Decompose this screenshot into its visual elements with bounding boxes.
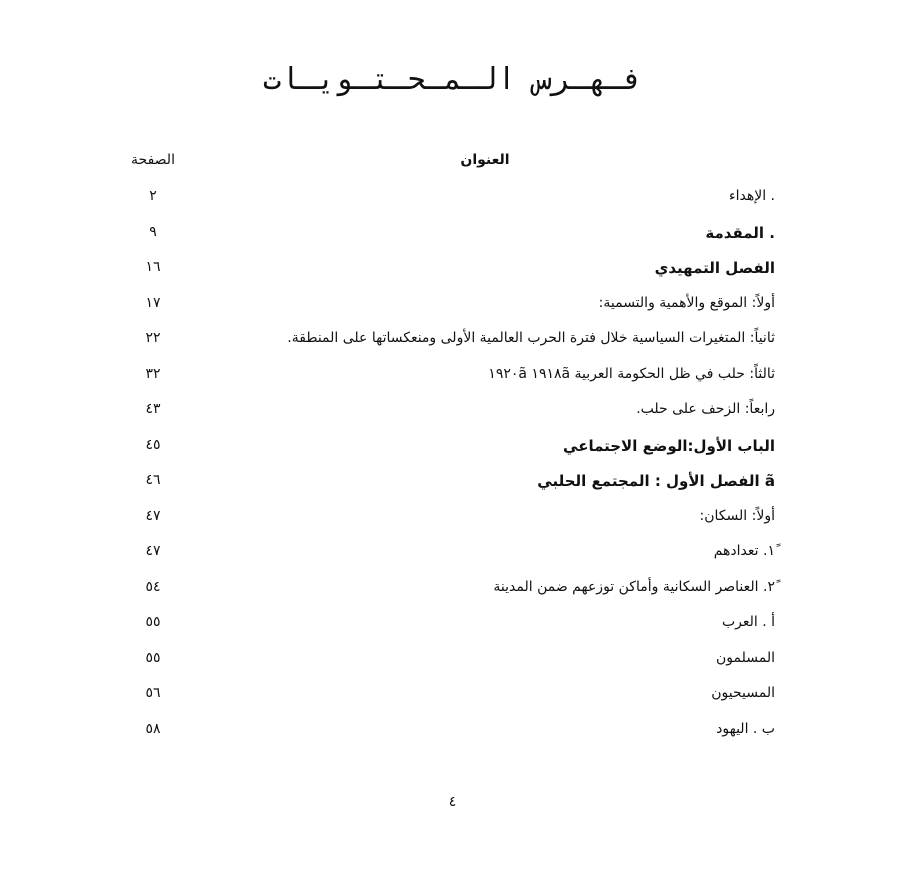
toc-entry — [0, 218, 905, 254]
toc-entry — [0, 324, 905, 360]
toc-entry — [0, 466, 905, 502]
toc-entry-title: المسيحيون — [711, 685, 775, 701]
toc-entry-title: أولاً: الموقع والأهمية والتسمية: — [598, 294, 775, 311]
toc-entry-page: ٩ — [149, 223, 157, 240]
toc-entry-page: ٥٨ — [145, 720, 161, 737]
toc-entry-page: ٢ — [149, 188, 157, 204]
toc-entry-page: ٢٢ — [145, 330, 161, 346]
toc-entry-page: ١٧ — [145, 294, 161, 311]
toc-entry-page: ١٦ — [145, 259, 161, 275]
toc-entry-page: ٥٥ — [145, 614, 161, 630]
toc-entry-title: الباب الأول:الوضع الاجتماعي — [563, 436, 775, 455]
toc-entry — [0, 253, 905, 289]
toc-entry — [0, 608, 905, 644]
toc-entry-title: . الإهداء — [729, 188, 775, 204]
toc-entry-title: ã الفصل الأول : المجتمع الحلبي — [537, 472, 775, 490]
page-column-header: الصفحة — [131, 152, 175, 168]
toc-entry-page: ٤٥ — [145, 436, 161, 453]
toc-entry — [0, 679, 905, 715]
toc-entry — [0, 289, 905, 325]
toc-entry — [0, 431, 905, 467]
toc-entry-title: الفصل التمهيدي — [654, 259, 775, 277]
toc-entry-page: ٣٢ — [145, 365, 161, 382]
toc-entry — [0, 644, 905, 680]
toc-entry — [0, 360, 905, 396]
toc-entry-title: . المقدمة — [705, 223, 775, 242]
toc-entry — [0, 395, 905, 431]
toc-entry-page: ٤٧ — [145, 543, 161, 559]
toc-entry — [0, 502, 905, 538]
toc-entry-page: ٤٣ — [145, 401, 161, 417]
title-column-header: العنوان — [460, 152, 510, 168]
toc-entry-title: أ . العرب — [721, 614, 775, 630]
toc-entry-page: ٤٧ — [145, 507, 161, 524]
toc-entry-title: أولاً: السكان: — [699, 507, 775, 524]
toc-entry — [0, 182, 905, 218]
toc-entry — [0, 537, 905, 573]
toc-entry-title: ثالثاً: حلب في ظل الحكومة العربية ١٩١٨ã ١٩٢٠ã — [488, 365, 775, 382]
toc-entry-title: رابعاً: الزحف على حلب. — [636, 401, 775, 417]
toc-entries — [0, 182, 905, 750]
toc-entry-title: المسلمون — [716, 649, 775, 666]
page-number: ٤ — [448, 794, 457, 810]
toc-entry-page: ٥٥ — [145, 649, 161, 666]
toc-entry-page: ٥٤ — [145, 578, 161, 595]
toc-entry-page: ٤٦ — [145, 472, 161, 488]
toc-header — [0, 152, 905, 176]
toc-entry — [0, 715, 905, 751]
page-title: فـهـرس الـمـحـتـويـات — [262, 62, 643, 97]
toc-entry-page: ٥٦ — [145, 685, 161, 701]
toc-entry-title: ً١. تعدادهم — [713, 543, 775, 559]
toc-entry-title: ً٢. العناصر السكانية وأماكن توزعهم ضمن المدينة — [493, 578, 775, 595]
toc-entry-title: ثانياً: المتغيرات السياسية خلال فترة الحرب العالمية الأولى ومنعكساتها على المنطقة. — [287, 330, 775, 346]
toc-entry-title: ب . اليهود — [716, 720, 775, 737]
toc-entry — [0, 573, 905, 609]
